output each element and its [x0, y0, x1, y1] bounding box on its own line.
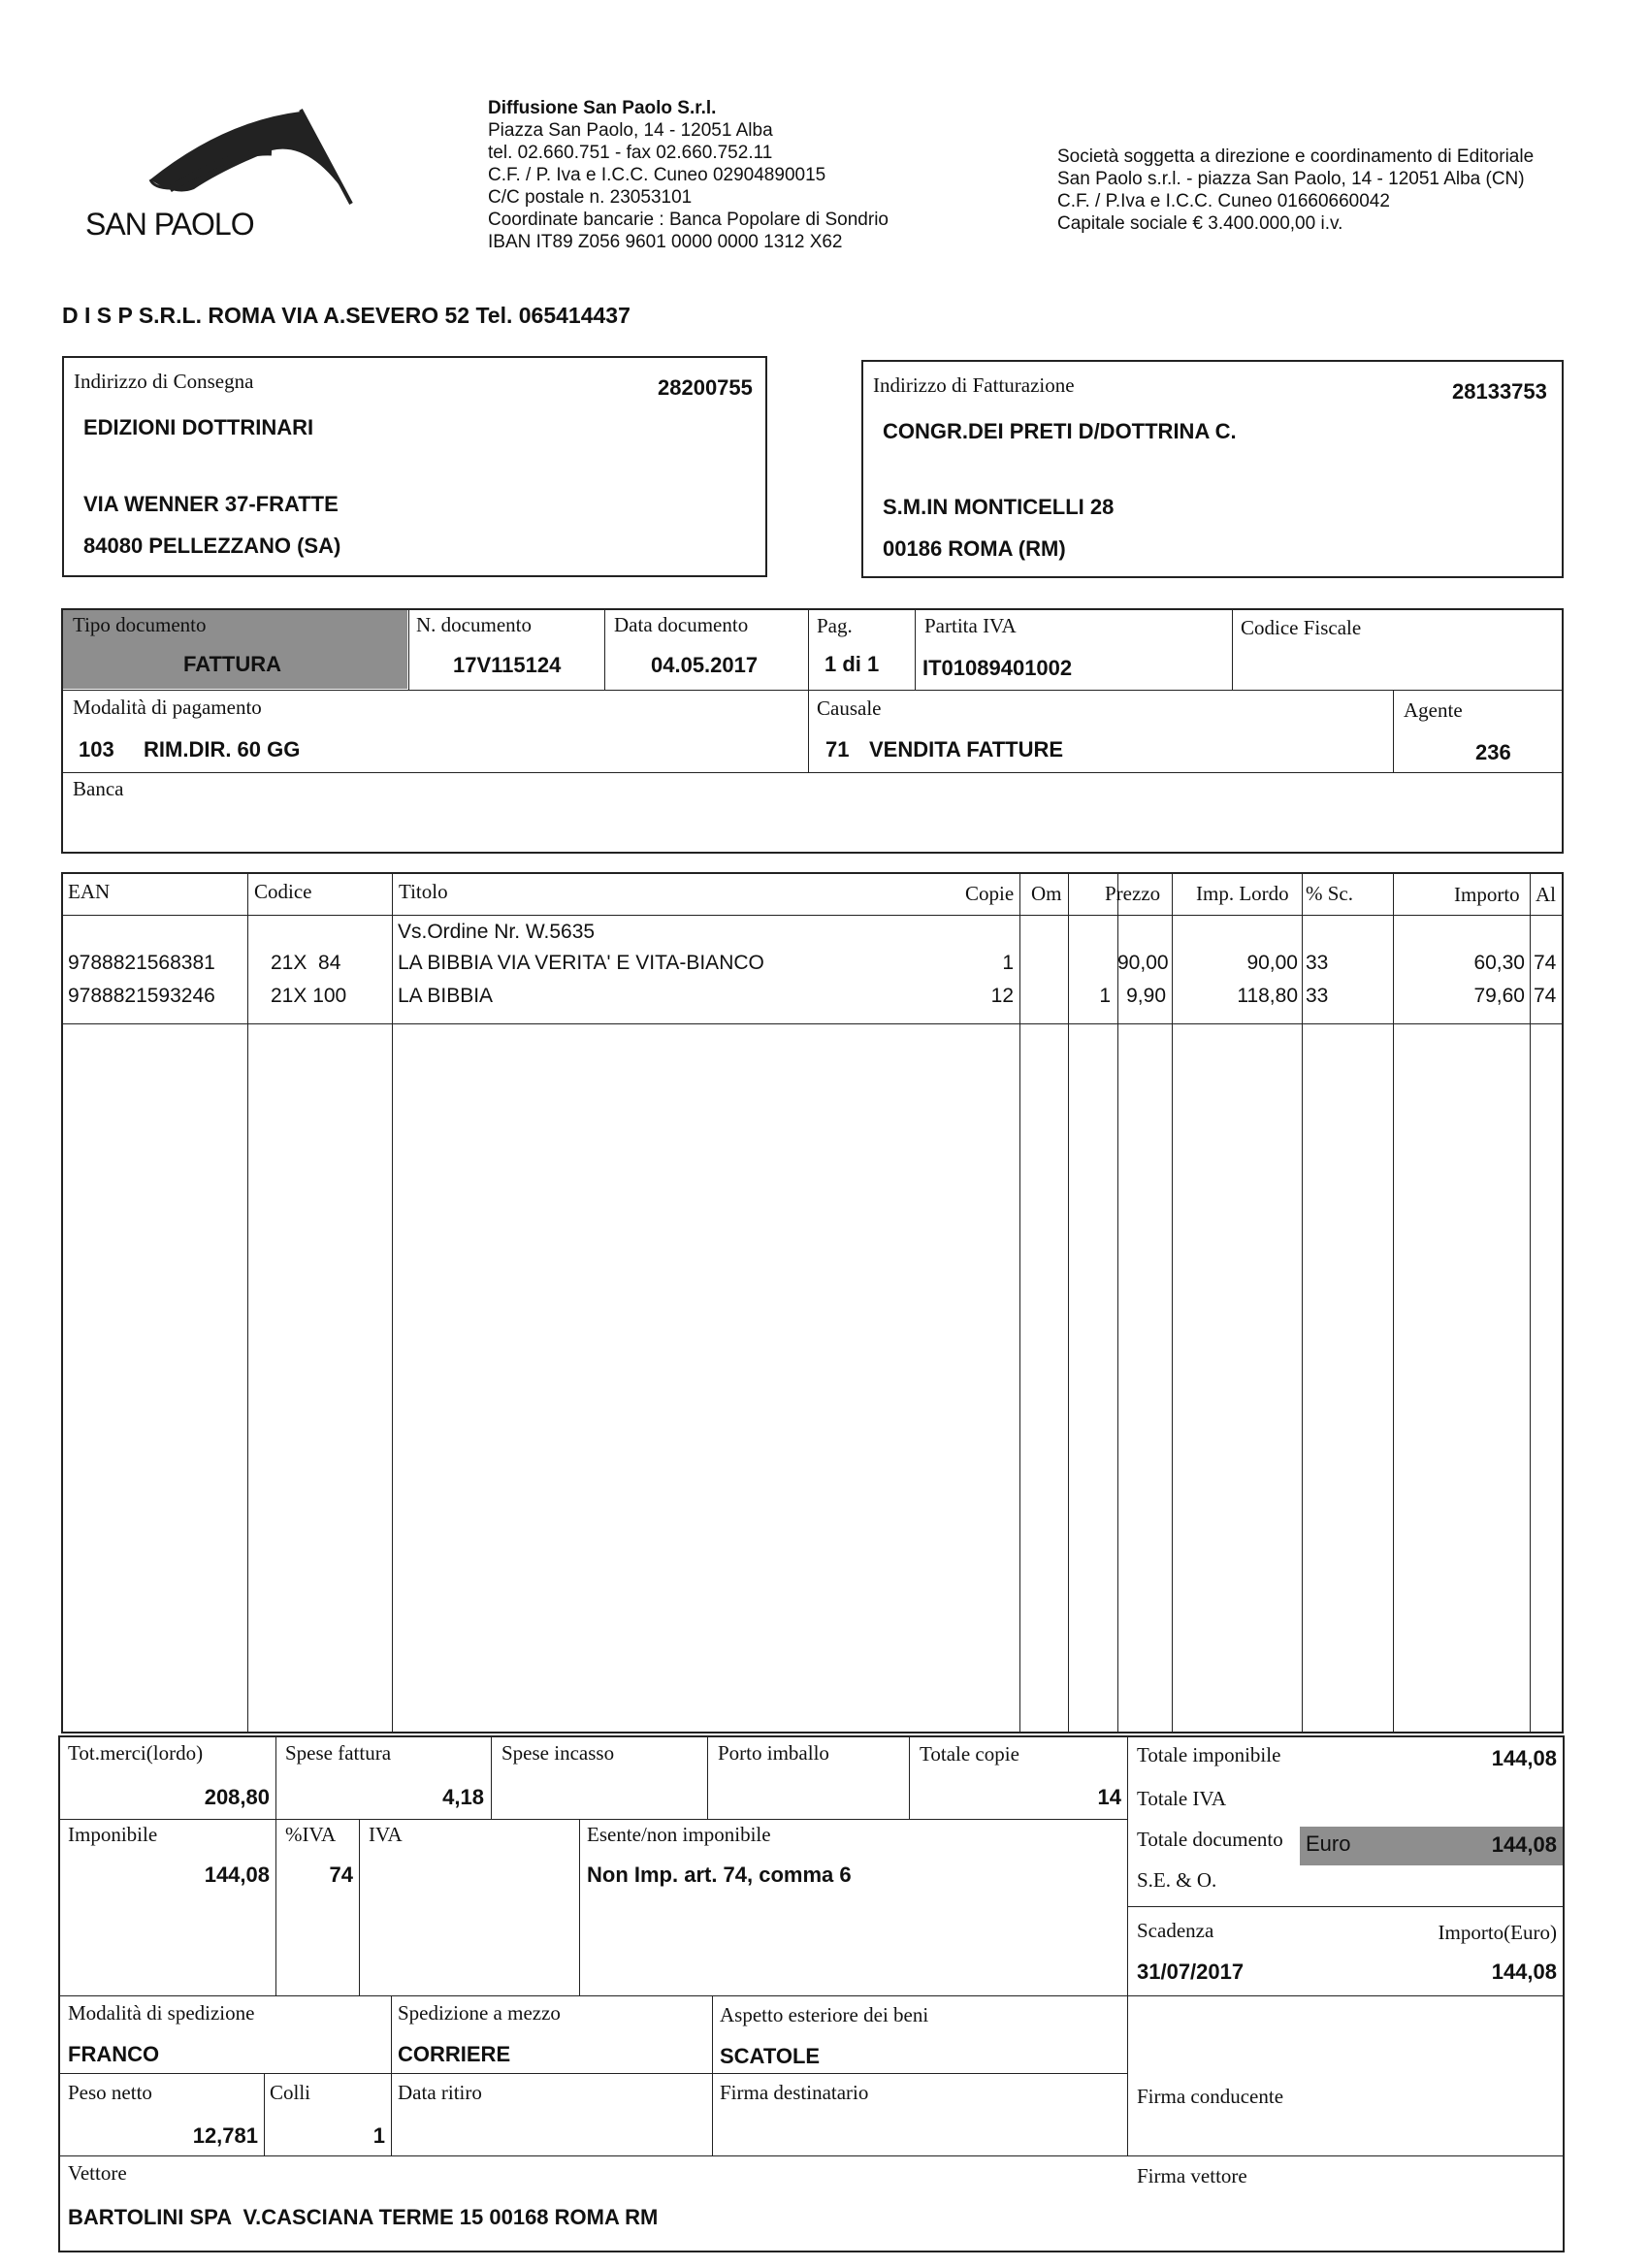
recipient-sign-label: Firma destinatario [720, 2081, 869, 2104]
payment-terms: RIM.DIR. 60 GG [144, 737, 301, 761]
col-header-om: Om [1031, 882, 1062, 905]
billing-label: Indirizzo di Fatturazione [873, 373, 1075, 397]
company-name: Diffusione San Paolo S.r.l. [488, 98, 717, 118]
table-row [63, 985, 1562, 1014]
col-header-codice: Codice [254, 880, 312, 903]
row-amount: 79,60 [1473, 985, 1525, 1007]
spese-fattura-label: Spese fattura [285, 1741, 392, 1765]
colli-value: 1 [372, 2123, 385, 2148]
agent-label: Agente [1404, 698, 1463, 722]
copie-label: Totale copie [920, 1742, 1019, 1766]
doc-page: 1 di 1 [824, 652, 880, 676]
row-price: 9,90 [1126, 985, 1166, 1007]
row-discount: 33 [1306, 985, 1329, 1007]
billing-street: S.M.IN MONTICELLI 28 [883, 495, 1115, 519]
imponibile-value: 144,08 [204, 1863, 270, 1887]
row-amount: 60,30 [1473, 952, 1525, 974]
porto-label: Porto imballo [718, 1741, 829, 1765]
reason: VENDITA FATTURE [869, 737, 1064, 761]
esente-label: Esente/non imponibile [587, 1823, 771, 1846]
row-price: 90,00 [1117, 952, 1169, 974]
ship-mode: FRANCO [68, 2042, 160, 2066]
doc-tot-value: 144,08 [1491, 1832, 1557, 1857]
branch-line: D I S P S.R.L. ROMA VIA A.SEVERO 52 Tel. 065414437 [62, 303, 630, 328]
delivery-city: 84080 PELLEZZANO (SA) [83, 534, 341, 558]
spese-incasso-label: Spese incasso [501, 1741, 615, 1765]
col-header-prezzo: Prezzo [1105, 882, 1161, 905]
col-header-titolo: Titolo [399, 880, 448, 903]
row-al: 74 [1534, 952, 1557, 974]
billing-name: CONGR.DEI PRETI D/DOTTRINA C. [883, 419, 1237, 443]
reason-label: Causale [817, 697, 882, 720]
doc-num: 17V115124 [453, 653, 562, 677]
agent: 236 [1475, 740, 1511, 764]
imponibile-label: Imponibile [68, 1823, 158, 1846]
driver-sign-label: Firma conducente [1137, 2085, 1284, 2108]
weight-label: Peso netto [68, 2081, 152, 2104]
row-copies: 1 [1002, 952, 1014, 974]
delivery-box [62, 356, 767, 577]
parent-line-3: C.F. / P.Iva e I.C.C. Cuneo 01660660042 [1057, 191, 1390, 211]
importo-label: Importo(Euro) [1438, 1921, 1557, 1944]
row-ean: 9788821568381 [68, 952, 215, 974]
doc-type: FATTURA [183, 652, 282, 676]
ship-means: CORRIERE [398, 2042, 511, 2066]
items-table [61, 872, 1564, 1733]
imponibile-tot-value: 144,08 [1491, 1746, 1557, 1770]
payment-code: 103 [79, 737, 114, 761]
parent-line-4: Capitale sociale € 3.400.000,00 i.v. [1057, 213, 1343, 234]
logo-text: SAN PAOLO [85, 207, 254, 242]
doc-tot-label: Totale documento [1137, 1828, 1283, 1851]
company-tax: C.F. / P. Iva e I.C.C. Cuneo 02904890015 [488, 165, 826, 185]
piva-label: %IVA [285, 1823, 337, 1846]
row-code: 21X 84 [271, 952, 341, 974]
row-gross: 90,00 [1246, 952, 1298, 974]
weight-value: 12,781 [192, 2123, 258, 2148]
ship-aspect-label: Aspetto esteriore dei beni [720, 2003, 929, 2026]
col-header-imp-lordo: Imp. Lordo [1196, 882, 1289, 905]
delivery-code: 28200755 [658, 375, 753, 400]
billing-city: 00186 ROMA (RM) [883, 536, 1066, 561]
col-header-al: Al [1536, 883, 1556, 906]
piva-value: 74 [329, 1863, 353, 1887]
parent-line-1: Società soggetta a direzione e coordinamento di Editoriale [1057, 146, 1535, 167]
colli-label: Colli [270, 2081, 311, 2104]
copie-value: 14 [1097, 1785, 1121, 1809]
company-info [488, 97, 889, 253]
company-iban: IBAN IT89 Z056 9601 0000 0000 1312 X62 [488, 232, 843, 252]
doc-vat-label: Partita IVA [924, 614, 1017, 637]
row-title: LA BIBBIA VIA VERITA' E VITA-BIANCO [398, 952, 764, 974]
scadenza-value: 31/07/2017 [1137, 1960, 1245, 1984]
pickup-label: Data ritiro [398, 2081, 482, 2104]
company-phone: tel. 02.660.751 - fax 02.660.752.11 [488, 143, 773, 163]
doc-fiscal-label: Codice Fiscale [1241, 616, 1362, 639]
row-ean: 9788821593246 [68, 985, 215, 1007]
importo-value: 144,08 [1491, 1960, 1557, 1984]
carrier: BARTOLINI SPA V.CASCIANA TERME 15 00168 ROMA RM [68, 2205, 659, 2229]
col-header-importo: Importo [1454, 883, 1520, 906]
row-code: 21X 100 [271, 985, 347, 1007]
table-row [63, 952, 1562, 981]
row-discount: 33 [1306, 952, 1329, 974]
delivery-label: Indirizzo di Consegna [74, 370, 254, 393]
doc-type-label: Tipo documento [73, 613, 207, 636]
delivery-street: VIA WENNER 37-FRATTE [83, 492, 339, 516]
parent-info [1057, 146, 1534, 235]
ship-means-label: Spedizione a mezzo [398, 2001, 561, 2025]
ship-aspect: SCATOLE [720, 2044, 821, 2068]
scadenza-label: Scadenza [1137, 1919, 1214, 1942]
parent-line-2: San Paolo s.r.l. - piazza San Paolo, 14 - 12051 Alba (CN) [1057, 169, 1525, 189]
row-copies: 12 [990, 985, 1014, 1007]
iva-label: IVA [369, 1823, 403, 1846]
order-reference: Vs.Ordine Nr. W.5635 [398, 921, 596, 943]
carrier-label: Vettore [68, 2161, 127, 2185]
footer-grid [58, 1735, 1565, 2252]
doc-info-grid [61, 608, 1564, 854]
doc-vat: IT01089401002 [922, 656, 1073, 680]
doc-date: 04.05.2017 [651, 653, 759, 677]
iva-tot-label: Totale IVA [1137, 1787, 1227, 1810]
esente-value: Non Imp. art. 74, comma 6 [587, 1863, 852, 1887]
doc-num-label: N. documento [416, 613, 532, 636]
doc-tot-currency: Euro [1306, 1831, 1351, 1856]
col-header-sconto: % Sc. [1306, 882, 1353, 905]
doc-date-label: Data documento [614, 613, 749, 636]
carrier-sign-label: Firma vettore [1137, 2164, 1247, 2187]
col-header-ean: EAN [68, 880, 111, 903]
payment-label: Modalità di pagamento [73, 696, 262, 719]
doc-page-label: Pag. [817, 614, 853, 637]
ship-mode-label: Modalità di spedizione [68, 2001, 255, 2025]
delivery-name: EDIZIONI DOTTRINARI [83, 415, 314, 439]
company-postal: C/C postale n. 23053101 [488, 187, 693, 208]
bank-label: Banca [73, 777, 124, 800]
merci-value: 208,80 [204, 1785, 270, 1809]
billing-code: 28133753 [1452, 379, 1547, 404]
company-logo [78, 82, 369, 247]
reason-code: 71 [825, 737, 850, 761]
se-label: S.E. & O. [1137, 1868, 1217, 1892]
row-title: LA BIBBIA [398, 985, 494, 1007]
merci-label: Tot.merci(lordo) [68, 1741, 204, 1765]
row-gross: 118,80 [1237, 985, 1298, 1007]
col-header-copie: Copie [965, 882, 1015, 905]
billing-box [861, 360, 1564, 578]
company-address: Piazza San Paolo, 14 - 12051 Alba [488, 120, 773, 141]
spese-fattura-value: 4,18 [442, 1785, 484, 1809]
company-bank: Coordinate bancarie : Banca Popolare di Sondrio [488, 210, 889, 230]
row-om: 1 [1099, 985, 1111, 1007]
imponibile-tot-label: Totale imponibile [1137, 1743, 1281, 1766]
row-al: 74 [1534, 985, 1557, 1007]
